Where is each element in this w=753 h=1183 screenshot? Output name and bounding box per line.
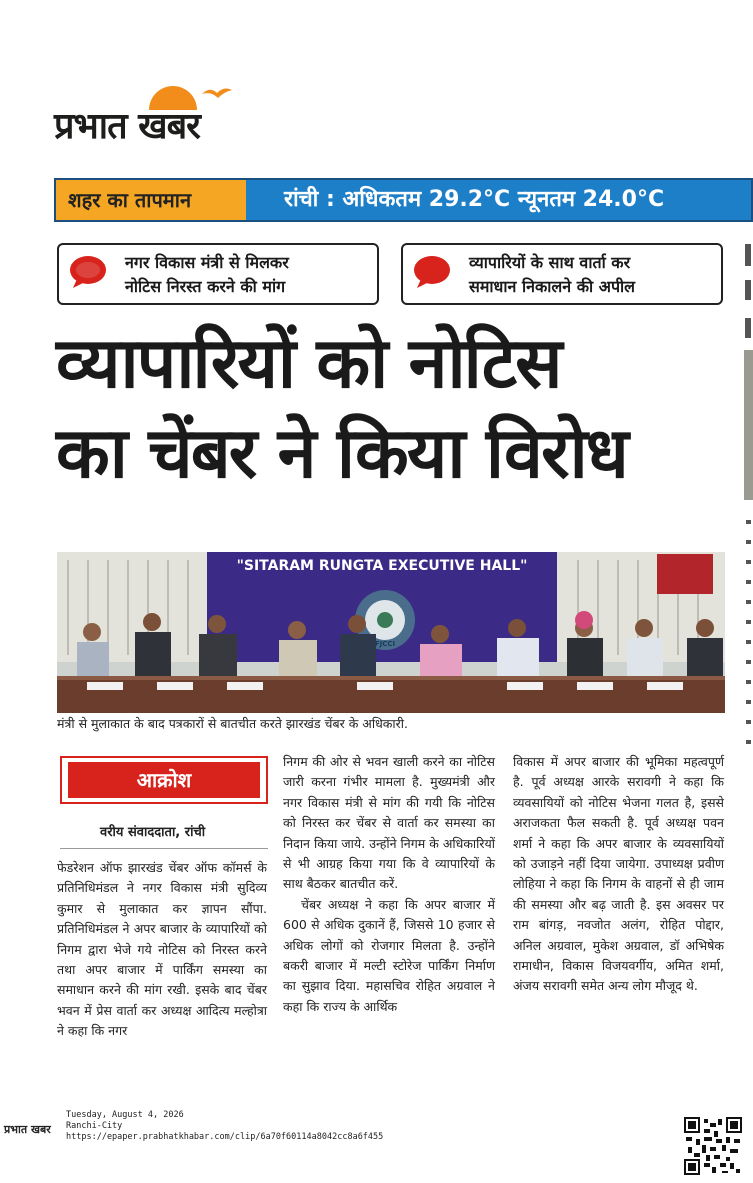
photo-caption: मंत्री से मुलाकात के बाद पत्रकारों से बातचीत करते झारखंड चेंबर के अधिकारी. — [57, 716, 408, 731]
kicker-line: व्यापारियों के साथ वार्ता कर — [469, 253, 631, 272]
kicker-line: नोटिस निरस्त करने की मांग — [125, 277, 286, 296]
photo-illustration — [57, 552, 725, 713]
byline: वरीय संवाददाता, रांची — [100, 825, 206, 840]
kicker-box — [57, 243, 379, 305]
footer-info — [66, 1110, 383, 1143]
temperature-label: शहर का तापमान — [56, 180, 246, 220]
footer-date: Tuesday, August 4, 2026 — [66, 1110, 184, 1120]
bird-icon — [202, 86, 232, 100]
footer-edition: Ranchi-City — [66, 1121, 123, 1131]
section-label: आक्रोश — [68, 762, 260, 798]
qr-code-icon[interactable] — [684, 1117, 742, 1175]
masthead-logo — [54, 84, 294, 148]
temperature-band — [54, 178, 753, 222]
paragraph: चेंबर अध्यक्ष ने कहा कि अपर बाजार में 600 से अधिक दुकानें हैं, जिससे 10 हजार से अधिक लोगों को रोजगार मिलता है. उन्होंने बकरी बाजार में मल्टी स्टोरेज पार्किंग निर्माण का सुझाव दिया. महासचिव रोहित अग्रवाल ने कहा कि राज्य के आर्थिक — [283, 896, 495, 1014]
section-label-box — [60, 756, 268, 804]
headline — [56, 318, 728, 498]
adjacent-article-edge — [742, 240, 753, 780]
kicker-text — [125, 251, 289, 299]
kicker-line: नगर विकास मंत्री से मिलकर — [125, 253, 289, 272]
news-photo — [57, 552, 725, 713]
speech-bubble-icon — [413, 255, 451, 289]
article-column-2 — [283, 752, 495, 1017]
divider — [60, 848, 268, 849]
headline-line: व्यापारियों को नोटिस — [56, 322, 561, 404]
footer-logo: प्रभात खबर — [4, 1123, 51, 1136]
headline-line: का चेंबर ने किया विरोध — [56, 412, 627, 494]
footer-url[interactable]: https://epaper.prabhatkhabar.com/clip/6a70f60114a8042cc8a6f455 — [66, 1132, 384, 1142]
kicker-box — [401, 243, 723, 305]
masthead-text: प्रभात खबर — [54, 106, 200, 147]
paragraph: निगम की ओर से भवन खाली करने का नोटिस जारी करना गंभीर मामला है. मुख्यमंत्री और नगर विकास मंत्री से मांग की गयी कि नोटिस को निरस्त कर चेंबर से वार्ता कर समस्या का निदान किया जाये. उन्होंने निगम के अधिकारियों से भी आग्रह किया गया कि वे व्यापारियों के साथ बैठकर बातचीत करें. — [283, 754, 495, 892]
paragraph: विकास में अपर बाजार की भूमिका महत्वपूर्ण है. पूर्व अध्यक्ष आरके सरावगी ने कहा कि व्यवसायियों को नोटिस भेजना गलत है, इससे अराजकता फैल सकती है. पूर्व अध्यक्ष पवन शर्मा ने कहा कि अपर बाजार के व्यवसायियों को उजाड़ने नहीं दिया जायेगा. उपाध्यक्ष प्रवीण लोहिया ने कहा कि निगम के वाहनों से ही जाम की समस्या और बढ़ जाती है. इस अवसर पर राम बांगड़, नवजोत अलंग, रोहित पोद्दार, अनिल अग्रवाल, मुकेश अग्रवाल, डॉ अभिषेक रामाधीन, विकास विजयवर्गीय, अमित शर्मा, अंजय सरावगी समेत अन्य लोग मौजूद थे. — [513, 754, 724, 994]
article-column-1 — [57, 858, 267, 1042]
speech-bubble-icon — [69, 255, 107, 289]
photo-logo-text: FJCCI — [374, 640, 396, 648]
paragraph: फेडरेशन ऑफ झारखंड चेंबर ऑफ कॉमर्स के प्रतिनिधिमंडल ने नगर विकास मंत्री सुदिव्य कुमार से मुलाकात कर ज्ञापन सौंपा. प्रतिनिधिमंडल ने अपर बाजार के व्यापारियों को निगम द्वारा भेजे गये नोटिस को निरस्त करने तथा अपर बाजार में पार्किंग समस्या का समाधान करने की मांग रखी. इसके बाद चेंबर भवन में प्रेस वार्ता कर अध्यक्ष आदित्य मल्होत्रा ने कहा कि नगर — [57, 860, 267, 1039]
kicker-line: समाधान निकालने की अपील — [469, 277, 636, 296]
kicker-text — [469, 251, 635, 299]
temperature-value: रांची : अधिकतम 29.2°C न्यूनतम 24.0°C — [284, 187, 665, 212]
photo-banner-text: "SITARAM RUNGTA EXECUTIVE HALL" — [236, 558, 528, 574]
article-column-3 — [513, 752, 724, 997]
